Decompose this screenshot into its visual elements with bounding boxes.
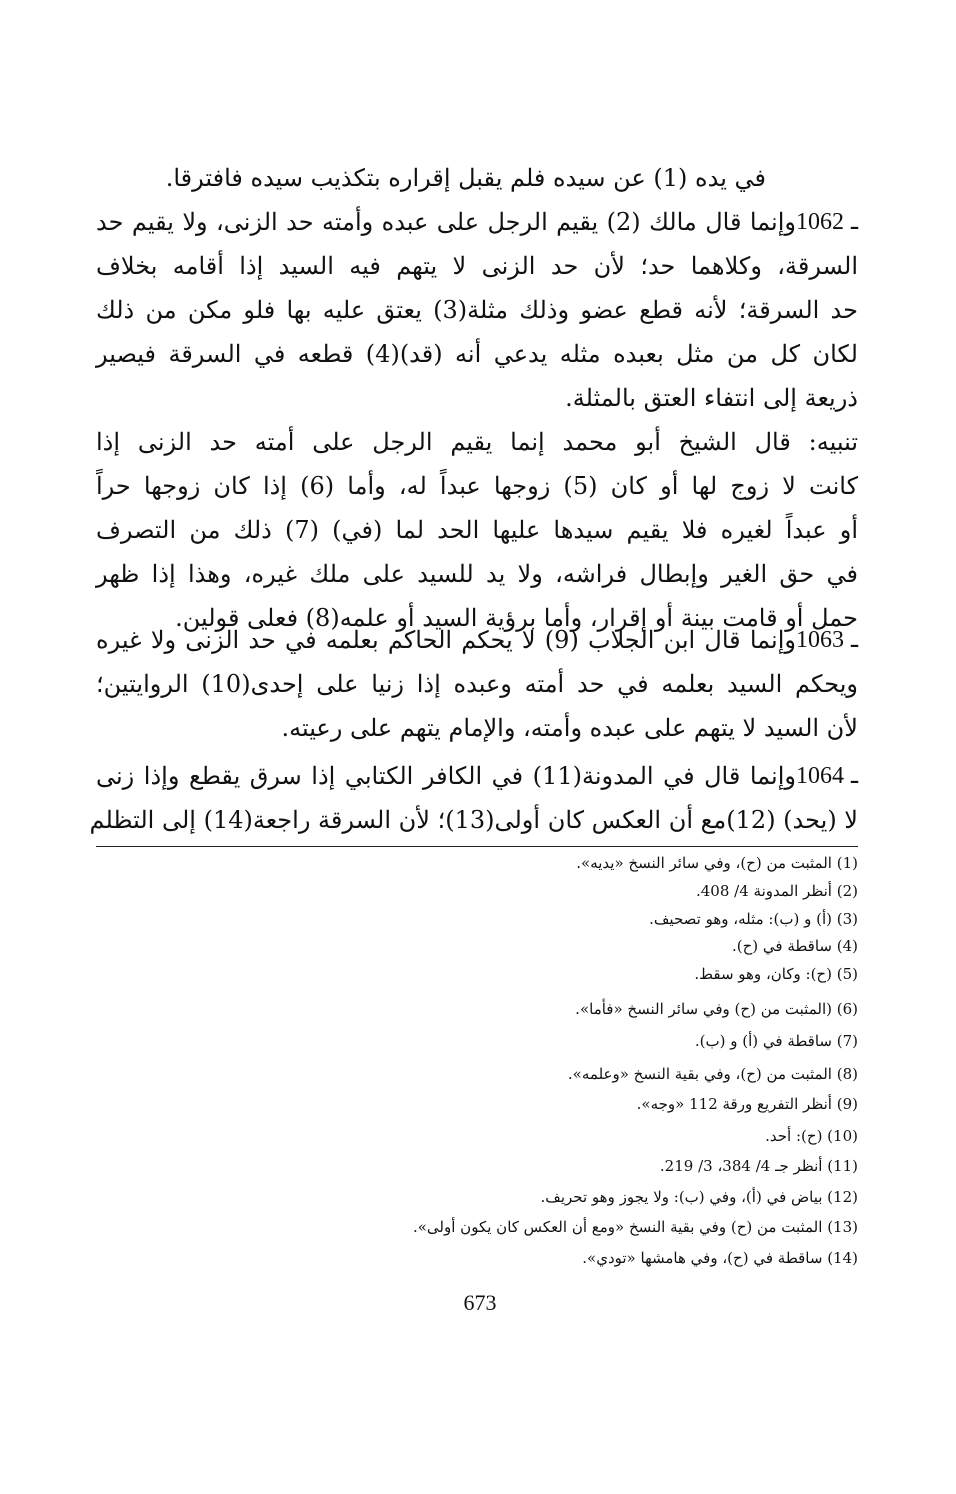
footnote-4: (4) ساقطة في (ح).: [731, 937, 858, 955]
footnote-14: (14) ساقطة في (ح)، وفي هامشها «تودي».: [582, 1249, 858, 1267]
p1062-line-4: لكان كل من مثل بعبده مثله يدعي أنه (قد)(4) قطعه في السرقة فيصير: [96, 340, 858, 368]
footnote-12: (12) بياض في (أ)، وفي (ب): ولا يجوز وهو تحريف.: [540, 1188, 858, 1206]
p1063-line-3: لأن السيد لا يتهم على عبده وأمته، والإمام يتهم على رعيته.: [281, 714, 858, 742]
footnote-3: (3) (أ) و (ب): مثله، وهو تصحيف.: [649, 910, 858, 928]
footnote-7: (7) ساقطة في (أ) و (ب).: [694, 1032, 858, 1050]
footnote-2: (2) أنظر المدونة 4/ 408.: [695, 882, 858, 900]
footnote-6: (6) (المثبت من (ح) وفي سائر النسخ «فأما».: [575, 1000, 858, 1018]
tanbih-line-1: تنبيه: قال الشيخ أبو محمد إنما يقيم الرجل على أمته حد الزنى إذا: [96, 428, 858, 456]
footnote-1: (1) المثبت من (ح)، وفي سائر النسخ «يديه».: [576, 854, 858, 872]
p1063-line-2: ويحكم السيد بعلمه في حد أمته وعبده إذا زنيا على إحدى(10) الروايتين؛: [96, 670, 858, 698]
paragraph-number-1062: 1062 ـ: [796, 209, 858, 235]
p1062-line-2: السرقة، وكلاهما حد؛ لأن حد الزنى لا يتهم فيه السيد إذا أقامه بخلاف: [96, 252, 858, 280]
footnote-8: (8) المثبت من (ح)، وفي بقية النسخ «وعلمه».: [567, 1065, 858, 1083]
footnote-10: (10) (ح): أحد.: [765, 1127, 858, 1145]
p1063-line-1: وإنما قال ابن الجلاب (9) لا يحكم الحاكم بعلمه في حد الزنى ولا غيره: [96, 626, 796, 654]
p1062-line-3: حد السرقة؛ لأنه قطع عضو وذلك مثلة(3) يعتق عليه بها فلو مكن من ذلك: [96, 296, 858, 324]
tanbih-line-4: في حق الغير وإبطال فراشه، ولا يد للسيد على ملك غيره، وهذا إذا ظهر: [96, 560, 858, 588]
footnote-divider: [96, 846, 858, 847]
paragraph-number-1064: 1064 ـ: [796, 763, 858, 789]
page-number: 673: [463, 1290, 497, 1315]
tanbih-line-2: كانت لا زوج لها أو كان (5) زوجها عبداً له، وأما (6) إذا كان زوجها حراً: [96, 472, 858, 500]
tanbih-line-3: أو عبداً لغيره فلا يقيم سيدها عليها الحد لما (في) (7) ذلك من التصرف: [96, 516, 858, 544]
paragraph-number-1063: 1063 ـ: [796, 627, 858, 653]
p1062-line-1: وإنما قال مالك (2) يقيم الرجل على عبده وأمته حد الزنى، ولا يقيم حد: [96, 208, 796, 236]
p1064-line-1: وإنما قال في المدونة(11) في الكافر الكتابي إذا سرق يقطع وإذا زنى: [96, 762, 796, 790]
p1062-line-5: ذريعة إلى انتفاء العتق بالمثلة.: [565, 384, 858, 412]
tanbih-line-5: حمل أو قامت بينة أو إقرار، وأما برؤية السيد أو علمه(8) فعلى قولين.: [175, 604, 858, 632]
footnote-5: (5) (ح): وكان، وهو سقط.: [694, 965, 858, 983]
footnote-9: (9) أنظر التفريع ورقة 112 «وجه».: [636, 1095, 858, 1113]
p1064-line-2: لا (يحد) (12)مع أن العكس كان أولى(13)؛ لأن السرقة راجعة(14) إلى التظلم: [89, 806, 858, 834]
intro-line: في يده (1) عن سيده فلم يقبل إقراره بتكذيب سيده فافترقا.: [165, 164, 766, 192]
footnote-13: (13) المثبت من (ح) وفي بقية النسخ «ومع أن العكس كان يكون أولى».: [412, 1218, 858, 1236]
footnote-11: (11) أنظر جـ 4/ 384، 3/ 219.: [659, 1157, 858, 1175]
